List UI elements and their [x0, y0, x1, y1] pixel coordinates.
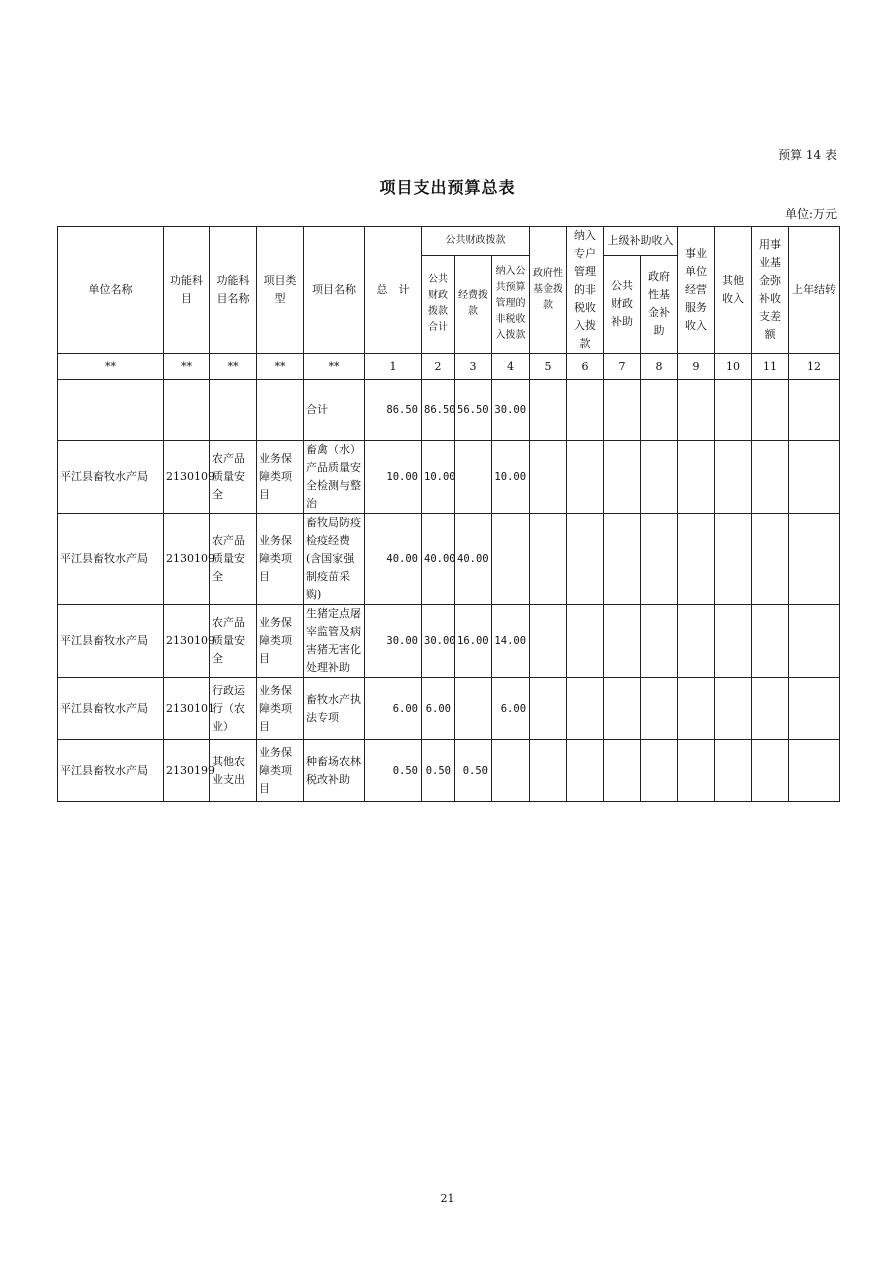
cell-funding: 16.00: [455, 605, 492, 678]
table-row: [58, 605, 840, 678]
page-title: 项目支出预算总表: [379, 178, 516, 197]
header-other-income: 其他收入: [715, 227, 752, 354]
cell-nontax: 6.00: [492, 678, 530, 740]
cell-unit: 平江县畜牧水产局: [58, 605, 164, 678]
table-row: [58, 678, 840, 740]
cell-code: 2130109: [164, 514, 210, 605]
header-business-income: 事业单位经营服务收入: [678, 227, 715, 354]
header-func-name: 功能科目名称: [210, 227, 257, 354]
cell-func: 其他农业支出: [210, 740, 257, 802]
index-cell: 7: [604, 354, 641, 380]
cell-pf-total: 40.00: [422, 514, 455, 605]
index-cell: 1: [365, 354, 422, 380]
cell-pf-total: 6.00: [422, 678, 455, 740]
cell-unit: 平江县畜牧水产局: [58, 514, 164, 605]
header-proj-name: 项目名称: [304, 227, 365, 354]
index-cell: **: [210, 354, 257, 380]
cell-pf-total: 0.50: [422, 740, 455, 802]
cell-total: 0.50: [365, 740, 422, 802]
index-cell: 8: [641, 354, 678, 380]
index-cell: **: [304, 354, 365, 380]
header-nontax-public: 纳入公共预算管理的非税收入拨款: [492, 255, 530, 353]
index-cell: **: [257, 354, 304, 380]
index-row: [58, 354, 840, 380]
header-row-1: [58, 227, 840, 256]
header-public-fiscal-total: 公共财政拨款合计: [422, 255, 455, 353]
index-cell: 5: [530, 354, 567, 380]
index-cell: 9: [678, 354, 715, 380]
table-row: [58, 441, 840, 514]
header-funding: 经费拨款: [455, 255, 492, 353]
cell-total: 30.00: [365, 605, 422, 678]
unit-label: 单位:万元: [784, 207, 837, 221]
budget-table: [57, 226, 840, 802]
header-gov-fund: 政府性基金拨款: [530, 227, 567, 354]
cell-funding: [455, 678, 492, 740]
header-total: 总 计: [365, 227, 422, 354]
total-nontax: 30.00: [492, 380, 530, 441]
total-row: [58, 380, 840, 441]
cell-nontax: 14.00: [492, 605, 530, 678]
header-unit-name: 单位名称: [58, 227, 164, 354]
index-cell: 6: [567, 354, 604, 380]
cell-nontax: [492, 514, 530, 605]
index-cell: 12: [789, 354, 840, 380]
total-funding: 56.50: [455, 380, 492, 441]
cell-funding: [455, 441, 492, 514]
cell-type: 业务保障类项目: [257, 441, 304, 514]
cell-code: 2130109: [164, 605, 210, 678]
table-row: [58, 514, 840, 605]
cell-code: 2130101: [164, 678, 210, 740]
cell-pf-total: 30.00: [422, 605, 455, 678]
cell-type: 业务保障类项目: [257, 605, 304, 678]
cell-pf-total: 10.00: [422, 441, 455, 514]
total-label: 合计: [304, 380, 365, 441]
cell-total: 10.00: [365, 441, 422, 514]
total-amount: 86.50: [365, 380, 422, 441]
cell-func: 行政运行（农业）: [210, 678, 257, 740]
header-proj-type: 项目类型: [257, 227, 304, 354]
cell-code: 2130109: [164, 441, 210, 514]
index-cell: 4: [492, 354, 530, 380]
form-number: 预算 14 表: [778, 148, 837, 162]
cell-funding: 40.00: [455, 514, 492, 605]
cell-func: 农产品质量安全: [210, 605, 257, 678]
index-cell: 10: [715, 354, 752, 380]
cell-proj-name: 畜禽（水）产品质量安全检测与整治: [304, 441, 365, 514]
header-superior-subsidy: 上级补助收入: [604, 227, 678, 256]
cell-func: 农产品质量安全: [210, 514, 257, 605]
cell-type: 业务保障类项目: [257, 514, 304, 605]
page-number: 21: [440, 1192, 455, 1205]
header-public-fiscal: 公共财政拨款: [422, 227, 530, 256]
cell-func: 农产品质量安全: [210, 441, 257, 514]
index-cell: 3: [455, 354, 492, 380]
header-fund-gap: 用事业基金弥补收支差额: [752, 227, 789, 354]
header-func-code: 功能科目: [164, 227, 210, 354]
header-sup-public: 公共财政补助: [604, 255, 641, 353]
cell-total: 6.00: [365, 678, 422, 740]
cell-total: 40.00: [365, 514, 422, 605]
cell-code: 2130199: [164, 740, 210, 802]
cell-funding: 0.50: [455, 740, 492, 802]
cell-unit: 平江县畜牧水产局: [58, 441, 164, 514]
header-nontax-special: 纳入专户管理的非税收入拨款: [567, 227, 604, 354]
index-cell: **: [58, 354, 164, 380]
cell-nontax: 10.00: [492, 441, 530, 514]
index-cell: 11: [752, 354, 789, 380]
cell-nontax: [492, 740, 530, 802]
header-sup-gov-fund: 政府性基金补助: [641, 255, 678, 353]
cell-proj-name: 种畜场农林税改补助: [304, 740, 365, 802]
cell-unit: 平江县畜牧水产局: [58, 678, 164, 740]
total-pf-total: 86.50: [422, 380, 455, 441]
cell-proj-name: 生猪定点屠宰监管及病害猪无害化处理补助: [304, 605, 365, 678]
index-cell: **: [164, 354, 210, 380]
cell-proj-name: 畜牧水产执法专项: [304, 678, 365, 740]
index-cell: 2: [422, 354, 455, 380]
header-carryover: 上年结转: [789, 227, 840, 354]
cell-proj-name: 畜牧局防疫检疫经费(含国家强制疫苗采购): [304, 514, 365, 605]
cell-unit: 平江县畜牧水产局: [58, 740, 164, 802]
cell-type: 业务保障类项目: [257, 678, 304, 740]
table-row: [58, 740, 840, 802]
cell-type: 业务保障类项目: [257, 740, 304, 802]
